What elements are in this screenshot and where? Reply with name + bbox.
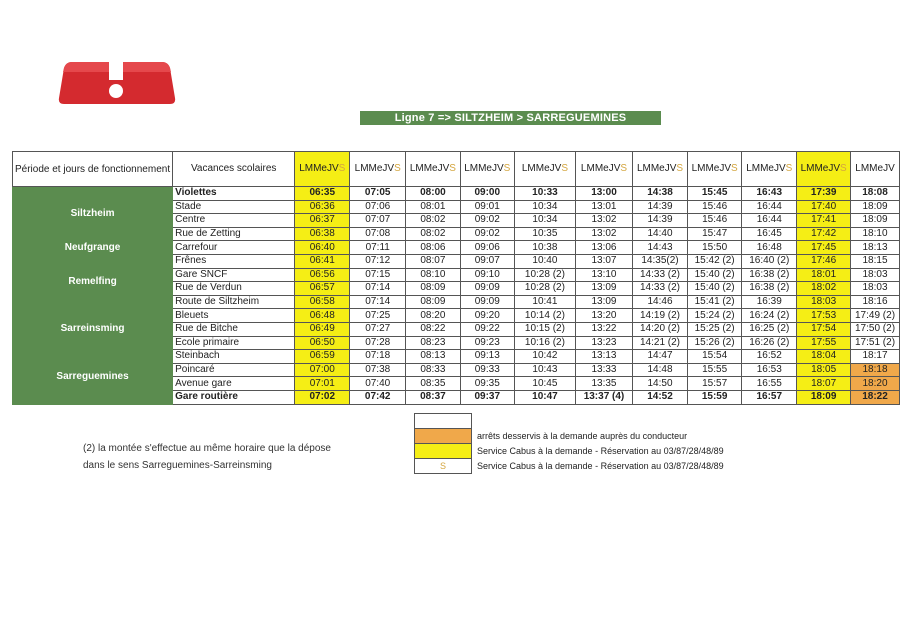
time-cell: 13:10: [575, 268, 632, 282]
time-cell: 14:48: [633, 363, 688, 377]
time-cell: 10:34: [514, 200, 575, 214]
time-cell: 14:20 (2): [633, 322, 688, 336]
time-cell: 14:21 (2): [633, 336, 688, 350]
time-cell: 17:50 (2): [851, 322, 900, 336]
stop-name: Avenue gare: [173, 377, 295, 391]
day-header-9: [742, 152, 797, 187]
time-cell: 06:50: [295, 336, 350, 350]
time-cell: 09:33: [460, 363, 514, 377]
time-cell: 07:40: [350, 377, 406, 391]
time-cell: 15:54: [687, 350, 741, 364]
time-cell: 14:35(2): [633, 254, 688, 268]
time-cell: 06:40: [295, 241, 350, 255]
yellow-swatch: [415, 444, 472, 459]
time-cell: 10:34: [514, 214, 575, 228]
time-cell: 13:37 (4): [575, 390, 632, 404]
time-cell: 09:37: [460, 390, 514, 404]
day-header-6: [575, 152, 632, 187]
time-cell: 10:40: [514, 254, 575, 268]
stop-name: Centre: [173, 214, 295, 228]
time-cell: 16:53: [742, 363, 797, 377]
day-header-3: [406, 152, 460, 187]
periode-header: Période et jours de fonctionnement: [13, 152, 173, 187]
time-cell: 14:33 (2): [633, 268, 688, 282]
time-cell: 16:26 (2): [742, 336, 797, 350]
day-header-8: [687, 152, 741, 187]
time-cell: 07:02: [295, 390, 350, 404]
time-cell: 10:35: [514, 227, 575, 241]
time-cell: 10:38: [514, 241, 575, 255]
s-mark: S: [620, 163, 628, 174]
time-cell: 13:22: [575, 322, 632, 336]
time-cell: 15:47: [687, 227, 741, 241]
time-cell: 15:24 (2): [687, 309, 741, 323]
time-cell: 10:47: [514, 390, 575, 404]
time-cell: 18:07: [797, 377, 851, 391]
legend: [414, 413, 790, 474]
time-cell: 18:18: [851, 363, 900, 377]
time-cell: 17:55: [797, 336, 851, 350]
time-cell: 15:45: [687, 187, 741, 201]
time-cell: 15:57: [687, 377, 741, 391]
time-cell: 16:45: [742, 227, 797, 241]
time-cell: 10:33: [514, 187, 575, 201]
stop-name: Rue de Verdun: [173, 282, 295, 296]
s-swatch: [415, 459, 472, 474]
footnote-line-1: (2) la montée s'effectue au même horaire que la dépose: [83, 443, 331, 454]
stop-name: Gare SNCF: [173, 268, 295, 282]
time-cell: 16:55: [742, 377, 797, 391]
time-cell: 18:03: [851, 268, 900, 282]
time-cell: 07:00: [295, 363, 350, 377]
time-cell: 10:28 (2): [514, 268, 575, 282]
s-mark: S: [561, 163, 568, 174]
days-label: LMMeJV: [580, 163, 621, 174]
legend-yellow: [415, 444, 790, 459]
time-cell: 09:02: [460, 214, 514, 228]
stop-name: Frênes: [173, 254, 295, 268]
time-cell: 06:49: [295, 322, 350, 336]
time-cell: 16:24 (2): [742, 309, 797, 323]
day-header-4: [460, 152, 514, 187]
time-cell: 09:09: [460, 282, 514, 296]
time-cell: 18:03: [797, 295, 851, 309]
time-cell: 15:50: [687, 241, 741, 255]
timetable: [12, 151, 900, 405]
time-cell: 17:42: [797, 227, 851, 241]
legend-orange-text: arrêts desservis à la demande auprès du conducteur: [477, 431, 688, 441]
s-mark: S: [449, 163, 456, 174]
s-mark: S: [338, 163, 346, 174]
time-cell: 07:14: [350, 282, 406, 296]
legend-s: [415, 459, 790, 474]
time-cell: 18:08: [851, 187, 900, 201]
time-cell: 16:57: [742, 390, 797, 404]
time-cell: 17:46: [797, 254, 851, 268]
time-cell: 18:01: [797, 268, 851, 282]
time-cell: 06:48: [295, 309, 350, 323]
table-row: [13, 187, 900, 201]
time-cell: 07:42: [350, 390, 406, 404]
time-cell: 07:15: [350, 268, 406, 282]
time-cell: 08:07: [406, 254, 460, 268]
time-cell: 15:46: [687, 200, 741, 214]
time-cell: 14:46: [633, 295, 688, 309]
header-row: [13, 152, 900, 187]
time-cell: 13:20: [575, 309, 632, 323]
time-cell: 10:45: [514, 377, 575, 391]
time-cell: 08:35: [406, 377, 460, 391]
time-cell: 18:09: [851, 200, 900, 214]
time-cell: 10:41: [514, 295, 575, 309]
time-cell: 14:19 (2): [633, 309, 688, 323]
days-label: LMMeJV: [855, 163, 895, 174]
time-cell: 09:02: [460, 227, 514, 241]
time-cell: 14:38: [633, 187, 688, 201]
time-cell: 14:50: [633, 377, 688, 391]
time-cell: 07:38: [350, 363, 406, 377]
time-cell: 18:02: [797, 282, 851, 296]
table-row: [13, 350, 900, 364]
day-header-1: [295, 152, 350, 187]
time-cell: 15:41 (2): [687, 295, 741, 309]
time-cell: 14:52: [633, 390, 688, 404]
stop-name: Carrefour: [173, 241, 295, 255]
time-cell: 18:20: [851, 377, 900, 391]
time-cell: 08:02: [406, 227, 460, 241]
days-label: LMMeJV: [521, 163, 562, 174]
time-cell: 09:10: [460, 268, 514, 282]
s-mark: S: [731, 163, 738, 174]
time-cell: 06:36: [295, 200, 350, 214]
stop-name: Poincaré: [173, 363, 295, 377]
stop-name: Ecole primaire: [173, 336, 295, 350]
time-cell: 16:52: [742, 350, 797, 364]
time-cell: 06:41: [295, 254, 350, 268]
time-cell: 16:48: [742, 241, 797, 255]
time-cell: 18:13: [851, 241, 900, 255]
time-cell: 10:42: [514, 350, 575, 364]
time-cell: 06:57: [295, 282, 350, 296]
legend-s-text: Service Cabus à la demande - Réservation au 03/87/28/48/89: [477, 461, 724, 471]
time-cell: 07:18: [350, 350, 406, 364]
time-cell: 18:03: [851, 282, 900, 296]
time-cell: 09:20: [460, 309, 514, 323]
time-cell: 10:15 (2): [514, 322, 575, 336]
days-label: LMMeJV: [299, 163, 339, 174]
time-cell: 13:02: [575, 227, 632, 241]
time-cell: 08:02: [406, 214, 460, 228]
day-header-10: [797, 152, 851, 187]
time-cell: 10:16 (2): [514, 336, 575, 350]
time-cell: 08:09: [406, 282, 460, 296]
time-cell: 09:09: [460, 295, 514, 309]
time-cell: 09:23: [460, 336, 514, 350]
days-label: LMMeJV: [800, 163, 841, 174]
time-cell: 07:08: [350, 227, 406, 241]
stop-name: Route de Siltzheim: [173, 295, 295, 309]
group-sarreguemines: Sarreguemines: [13, 350, 173, 404]
time-cell: 08:01: [406, 200, 460, 214]
time-cell: 14:43: [633, 241, 688, 255]
time-cell: 13:09: [575, 295, 632, 309]
table-row: [13, 309, 900, 323]
time-cell: 10:28 (2): [514, 282, 575, 296]
time-cell: 13:07: [575, 254, 632, 268]
transport-logo: [58, 58, 176, 108]
day-header-11: [851, 152, 900, 187]
time-cell: 18:17: [851, 350, 900, 364]
time-cell: 17:41: [797, 214, 851, 228]
group-sarreinsming: Sarreinsming: [13, 309, 173, 350]
time-cell: 17:40: [797, 200, 851, 214]
time-cell: 16:43: [742, 187, 797, 201]
time-cell: 08:09: [406, 295, 460, 309]
time-cell: 08:37: [406, 390, 460, 404]
time-cell: 14:33 (2): [633, 282, 688, 296]
time-cell: 09:22: [460, 322, 514, 336]
time-cell: 08:00: [406, 187, 460, 201]
s-mark: S: [394, 163, 401, 174]
time-cell: 15:40 (2): [687, 268, 741, 282]
stop-name: Rue de Zetting: [173, 227, 295, 241]
group-remelfing: Remelfing: [13, 254, 173, 308]
day-header-7: [633, 152, 688, 187]
time-cell: 15:25 (2): [687, 322, 741, 336]
legend-orange: [415, 429, 790, 444]
day-header-5: [514, 152, 575, 187]
time-cell: 18:05: [797, 363, 851, 377]
time-cell: 18:22: [851, 390, 900, 404]
time-cell: 06:38: [295, 227, 350, 241]
s-mark: S: [785, 163, 793, 174]
time-cell: 15:55: [687, 363, 741, 377]
days-label: LMMeJV: [464, 163, 504, 174]
time-cell: 09:06: [460, 241, 514, 255]
stop-name: Stade: [173, 200, 295, 214]
time-cell: 07:05: [350, 187, 406, 201]
line-title: Ligne 7 => SILTZHEIM > SARREGUEMINES: [360, 111, 661, 125]
stop-name: Rue de Bitche: [173, 322, 295, 336]
time-cell: 08:23: [406, 336, 460, 350]
time-cell: 06:37: [295, 214, 350, 228]
footnote-line-2: dans le sens Sarreguemines-Sarreinsming: [83, 460, 272, 471]
footnote: [83, 440, 331, 474]
time-cell: 13:23: [575, 336, 632, 350]
days-label: LMMeJV: [691, 163, 732, 174]
stop-name: Steinbach: [173, 350, 295, 364]
time-cell: 07:01: [295, 377, 350, 391]
time-cell: 17:45: [797, 241, 851, 255]
days-label: LMMeJV: [409, 163, 450, 174]
s-mark: S: [503, 163, 511, 174]
time-cell: 18:16: [851, 295, 900, 309]
time-cell: 08:13: [406, 350, 460, 364]
time-cell: 07:12: [350, 254, 406, 268]
time-cell: 18:15: [851, 254, 900, 268]
time-cell: 09:07: [460, 254, 514, 268]
day-header-2: [350, 152, 406, 187]
time-cell: 16:39: [742, 295, 797, 309]
group-siltzheim: Siltzheim: [13, 187, 173, 241]
time-cell: 18:10: [851, 227, 900, 241]
time-cell: 07:27: [350, 322, 406, 336]
time-cell: 13:02: [575, 214, 632, 228]
stop-name: Violettes: [173, 187, 295, 201]
time-cell: 07:28: [350, 336, 406, 350]
time-cell: 16:40 (2): [742, 254, 797, 268]
time-cell: 15:46: [687, 214, 741, 228]
legend-blank-swatch: [415, 414, 472, 429]
time-cell: 16:38 (2): [742, 282, 797, 296]
time-cell: 07:14: [350, 295, 406, 309]
time-cell: 13:06: [575, 241, 632, 255]
time-cell: 06:56: [295, 268, 350, 282]
days-label: LMMeJV: [354, 163, 395, 174]
days-label: LMMeJV: [636, 163, 677, 174]
time-cell: 16:38 (2): [742, 268, 797, 282]
time-cell: 13:09: [575, 282, 632, 296]
time-cell: 14:40: [633, 227, 688, 241]
time-cell: 10:43: [514, 363, 575, 377]
orange-swatch: [415, 429, 472, 444]
time-cell: 14:47: [633, 350, 688, 364]
time-cell: 16:44: [742, 214, 797, 228]
time-cell: 06:35: [295, 187, 350, 201]
table-row: [13, 254, 900, 268]
time-cell: 06:58: [295, 295, 350, 309]
group-neufgrange: Neufgrange: [13, 241, 173, 255]
stop-name: Gare routière: [173, 390, 295, 404]
time-cell: 16:44: [742, 200, 797, 214]
time-cell: 14:39: [633, 214, 688, 228]
time-cell: 17:51 (2): [851, 336, 900, 350]
time-cell: 08:33: [406, 363, 460, 377]
time-cell: 09:01: [460, 200, 514, 214]
time-cell: 07:11: [350, 241, 406, 255]
days-label: LMMeJV: [746, 163, 786, 174]
legend-yellow-text: Service Cabus à la demande - Réservation au 03/87/28/48/89: [477, 446, 724, 456]
stop-name: Bleuets: [173, 309, 295, 323]
time-cell: 15:42 (2): [687, 254, 741, 268]
s-mark: S: [676, 163, 684, 174]
time-cell: 09:13: [460, 350, 514, 364]
time-cell: 13:33: [575, 363, 632, 377]
table-row: [13, 241, 900, 255]
time-cell: 06:59: [295, 350, 350, 364]
time-cell: 16:25 (2): [742, 322, 797, 336]
time-cell: 07:07: [350, 214, 406, 228]
time-cell: 13:01: [575, 200, 632, 214]
time-cell: 17:54: [797, 322, 851, 336]
time-cell: 17:53: [797, 309, 851, 323]
time-cell: 10:14 (2): [514, 309, 575, 323]
time-cell: 15:26 (2): [687, 336, 741, 350]
time-cell: 14:39: [633, 200, 688, 214]
time-cell: 08:22: [406, 322, 460, 336]
time-cell: 18:09: [851, 214, 900, 228]
s-mark: S: [439, 461, 446, 471]
time-cell: 08:06: [406, 241, 460, 255]
time-cell: 07:06: [350, 200, 406, 214]
time-cell: 15:40 (2): [687, 282, 741, 296]
vacances-header: Vacances scolaires: [173, 152, 295, 187]
time-cell: 09:00: [460, 187, 514, 201]
time-cell: 15:59: [687, 390, 741, 404]
s-mark: S: [840, 163, 847, 174]
time-cell: 18:04: [797, 350, 851, 364]
time-cell: 13:13: [575, 350, 632, 364]
time-cell: 08:10: [406, 268, 460, 282]
time-cell: 18:09: [797, 390, 851, 404]
time-cell: 07:25: [350, 309, 406, 323]
time-cell: 17:39: [797, 187, 851, 201]
time-cell: 09:35: [460, 377, 514, 391]
time-cell: 13:00: [575, 187, 632, 201]
time-cell: 08:20: [406, 309, 460, 323]
time-cell: 13:35: [575, 377, 632, 391]
time-cell: 17:49 (2): [851, 309, 900, 323]
